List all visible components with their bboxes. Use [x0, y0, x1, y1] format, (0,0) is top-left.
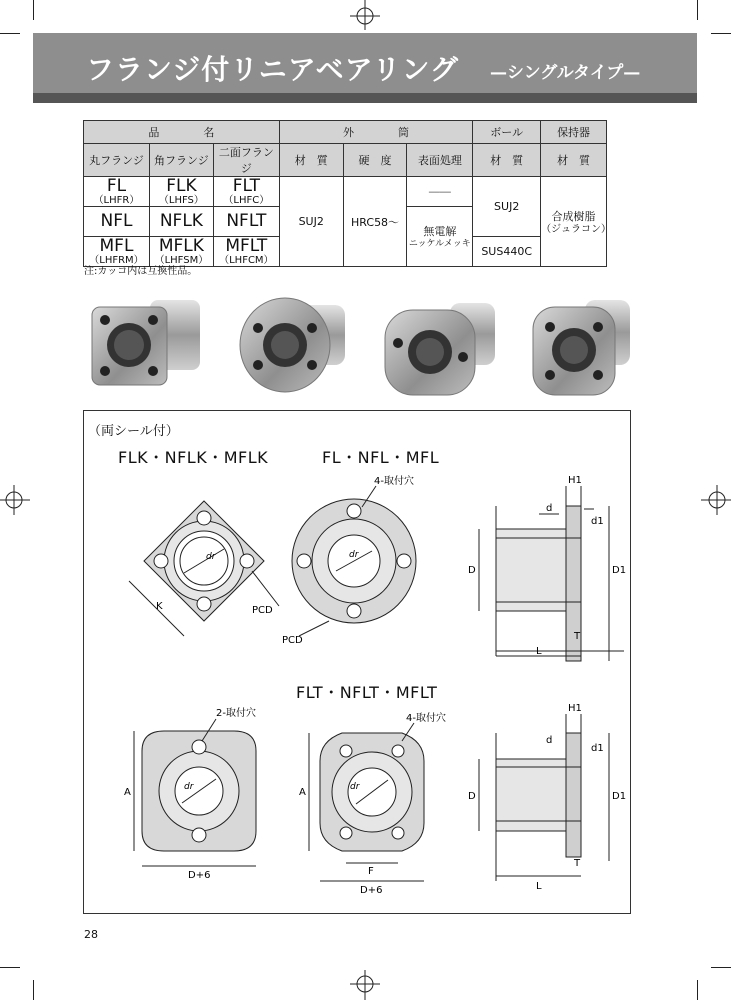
subheader-retainer-material: 材 質 — [541, 144, 607, 177]
label-hole4: 4-取付穴 — [374, 476, 414, 487]
label-dr: dr — [350, 782, 360, 792]
model-name: MFL — [99, 235, 134, 256]
label-hole2: 2-取付穴 — [216, 708, 256, 719]
model-name: FL — [106, 175, 127, 196]
label-hole4b: 4-取付穴 — [406, 713, 446, 724]
crop-mark — [0, 33, 20, 34]
label-H1: H1 — [568, 703, 582, 714]
label-D: D — [468, 565, 476, 576]
subheader-ball-material: 材 質 — [473, 144, 541, 177]
crop-mark — [697, 0, 698, 20]
crop-mark — [711, 33, 731, 34]
photo-two-face-flange-4hole — [533, 300, 630, 395]
page-title: フランジ付リニアベアリング — [86, 53, 459, 86]
model-compat: （LHFRM） — [89, 254, 144, 266]
compat-note: 注:カッコ内は互換性品。 — [84, 266, 198, 277]
side-view-bottom — [479, 714, 609, 881]
label-k: K — [156, 601, 163, 612]
retainer-cell — [541, 177, 611, 267]
page-subtitle: —シングルタイプ— — [490, 63, 641, 83]
surface-plating: 無電解 — [423, 225, 457, 238]
four-hole-flange-view — [309, 723, 424, 881]
registration-mark-right — [701, 480, 731, 520]
label-dr: dr — [349, 550, 359, 560]
model-compat: （LHFSM） — [154, 254, 209, 266]
subheader-hardness: 硬 度 — [343, 144, 407, 177]
retainer-sub: （ジュラコン） — [541, 224, 611, 235]
table-cell — [213, 177, 279, 207]
surface-plating-sub: ニッケルメッキ — [408, 239, 471, 249]
crop-mark — [33, 0, 34, 20]
label-D: D — [468, 791, 476, 802]
label-A: A — [124, 787, 131, 798]
model-name: MFLT — [225, 235, 268, 256]
model-compat: （LHFCM） — [219, 254, 274, 266]
registration-mark-top — [345, 0, 385, 30]
ball-sus-cell: SUS440C — [473, 237, 541, 267]
table-cell — [213, 237, 279, 267]
subheader-material: 材 質 — [279, 144, 343, 177]
label-d: d — [546, 735, 553, 746]
photo-square-flange — [92, 300, 200, 385]
table-cell — [84, 177, 150, 207]
subheader-surface: 表面処理 — [407, 144, 473, 177]
photo-two-face-flange — [385, 303, 495, 395]
label-L: L — [536, 646, 542, 657]
subheader-two-face: 二面フランジ — [213, 144, 279, 177]
surface-plating-cell — [407, 207, 473, 267]
label-pcd: PCD — [282, 635, 303, 646]
group2-title: FL・NFL・MFL — [322, 448, 440, 467]
subheader-square: 角フランジ — [149, 144, 213, 177]
subheader-round: 丸フランジ — [84, 144, 150, 177]
model-compat: （LHFC） — [223, 194, 270, 206]
label-D6: D+6 — [188, 870, 211, 881]
label-T: T — [574, 631, 581, 642]
label-d: d — [546, 503, 553, 514]
model-compat: （LHFR） — [93, 194, 140, 206]
label-dr: dr — [206, 552, 216, 562]
hardness-cell: HRC58～ — [343, 177, 407, 267]
photo-round-flange — [240, 298, 345, 392]
table-cell — [149, 177, 213, 207]
label-d1: d1 — [591, 743, 604, 754]
model-name: MFLK — [158, 235, 204, 256]
label-D6: D+6 — [360, 885, 383, 896]
label-T: T — [574, 858, 581, 869]
retainer-material: 合成樹脂 — [551, 210, 596, 223]
crop-mark — [697, 980, 698, 1000]
label-F: F — [368, 866, 374, 877]
model-name: NFLT — [213, 207, 279, 237]
label-d1: d1 — [591, 516, 604, 527]
label-dr: dr — [184, 782, 194, 792]
product-photos — [80, 285, 640, 410]
registration-mark-bottom — [345, 970, 385, 1000]
crop-mark — [33, 980, 34, 1000]
spec-table — [83, 120, 611, 267]
surface-dash-cell: ―― — [407, 177, 473, 207]
label-L: L — [536, 881, 542, 892]
page-number: 28 — [84, 928, 98, 941]
model-compat: （LHFS） — [158, 194, 204, 206]
label-D1: D1 — [612, 565, 627, 576]
model-name: FLK — [166, 175, 197, 196]
header-product: 品 名 — [84, 121, 280, 144]
technical-drawings — [84, 411, 629, 911]
model-name: NFLK — [149, 207, 213, 237]
label-A: A — [299, 787, 306, 798]
ball-suj2-cell: SUJ2 — [473, 177, 541, 237]
label-H1: H1 — [568, 475, 582, 486]
round-flange-view — [292, 486, 416, 636]
title-banner-strip — [33, 93, 697, 103]
label-D1: D1 — [612, 791, 627, 802]
two-hole-flange-view — [134, 719, 256, 866]
header-outer: 外 筒 — [279, 121, 472, 144]
crop-mark — [0, 967, 20, 968]
seal-label: （両シール付） — [88, 424, 179, 439]
label-pcd: PCD — [252, 605, 273, 616]
group3-title: FLT・NFLT・MFLT — [296, 683, 438, 702]
model-name: NFL — [84, 207, 150, 237]
outer-material-cell: SUJ2 — [279, 177, 343, 267]
crop-mark — [711, 967, 731, 968]
model-name: FLT — [232, 175, 260, 196]
group1-title: FLK・NFLK・MFLK — [118, 448, 269, 467]
header-ball: ボール — [473, 121, 541, 144]
header-retainer: 保持器 — [541, 121, 607, 144]
registration-mark-left — [0, 480, 30, 520]
